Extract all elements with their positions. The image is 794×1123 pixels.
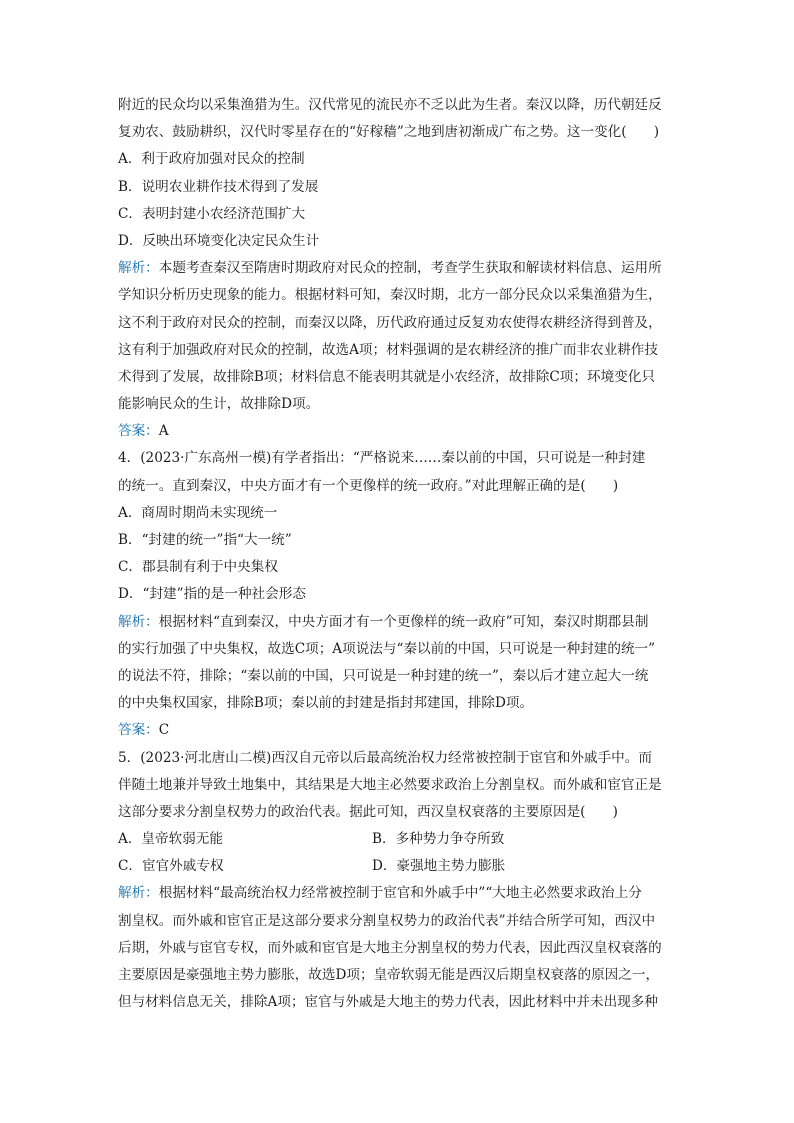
q3-analysis-line-1 bbox=[118, 255, 684, 282]
q4-analysis-label: 解析： bbox=[118, 613, 159, 630]
q5-option-b: B．多种势力争夺所致 bbox=[372, 831, 505, 848]
q5-stem-line-1: 5．(2023·河北唐山二模)西汉自元帝以后最高统治权力经常被控制于宦官和外戚手中。而 bbox=[118, 749, 652, 766]
q5-analysis-line-5: 但与材料信息无关，排除A项；宦官与外戚是大地主的势力代表，因此材料中并未出现多种 bbox=[118, 994, 658, 1011]
q4-answer: C bbox=[158, 722, 170, 739]
q3-option-c: C．表明封建小农经济范围扩大 bbox=[118, 205, 306, 222]
q4-answer-line bbox=[118, 717, 684, 744]
q3-analysis-line-3: 这不利于政府对民众的控制，而秦汉以降，历代政府通过反复劝农使得农耕经济得到普及， bbox=[118, 314, 662, 331]
q4-option-a: A．商周时期尚未实现统一 bbox=[118, 504, 278, 521]
q4-analysis-line-1 bbox=[118, 609, 684, 636]
q4-stem-line-1: 4．(2023·广东高州一模)有学者指出：“严格说来……秦以前的中国，只可说是一种封建 bbox=[118, 450, 646, 467]
q3-analysis-line-2: 学知识分析历史现象的能力。根据材料可知，秦汉时期，北方一部分民众以采集渔猎为生， bbox=[118, 287, 662, 304]
q5-options-row-1 bbox=[118, 826, 684, 853]
q5-analysis-line-3: 后期，外戚与宦官专权，而外戚和宦官是大地主分割皇权的势力代表，因此西汉皇权衰落的 bbox=[118, 939, 662, 956]
q5-analysis-line-1 bbox=[118, 880, 684, 907]
q3-analysis-line-5: 术得到了发展，故排除B项；材料信息不能表明其就是小农经济，故排除C项；环境变化只 bbox=[118, 368, 655, 385]
q4-analysis-text: 根据材料“直到秦汉，中央方面才有一个更像样的统一政府”可知，秦汉时期郡县制 bbox=[158, 613, 649, 630]
q4-option-d: D．“封建”指的是一种社会形态 bbox=[118, 586, 306, 603]
q5-analysis-text: 根据材料“最高统治权力经常被控制于宦官和外戚手中”“大地主必然要求政治上分 bbox=[158, 885, 642, 902]
q4-option-b: B．“封建的统一”指“大一统” bbox=[118, 532, 292, 548]
q5-analysis-label: 解析： bbox=[118, 885, 159, 902]
q5-option-c: C．宦官外戚专权 bbox=[118, 858, 224, 875]
q3-option-d: D．反映出环境变化决定民众生计 bbox=[118, 232, 320, 249]
q4-analysis-line-3: 的说法不符，排除；“秦以前的中国，只可说是一种封建的统一”，秦以后才建立起大一统 bbox=[118, 667, 649, 684]
q4-stem-line-2: 的统一。直到秦汉，中央方面才有一个更像样的统一政府。”对此理解正确的是( ) bbox=[118, 477, 619, 494]
q5-analysis-line-4: 主要原因是豪强地主势力膨胀，故选D项；皇帝软弱无能是西汉后期皇权衰落的原因之一， bbox=[118, 967, 660, 983]
q5-analysis-line-2: 割皇权。而外戚和宦官正是这部分要求分割皇权势力的政治代表”并结合所学可知，西汉中 bbox=[118, 912, 656, 929]
q3-analysis-line-6: 能影响民众的生计，故排除D项。 bbox=[118, 396, 320, 413]
q4-answer-label: 答案： bbox=[118, 722, 159, 739]
q3-answer-label: 答案： bbox=[118, 423, 159, 440]
q5-stem-line-3: 这部分要求分割皇权势力的政治代表。据此可知，西汉皇权衰落的主要原因是( ) bbox=[118, 803, 618, 820]
q5-option-a: A．皇帝软弱无能 bbox=[118, 831, 223, 848]
q3-analysis-label: 解析： bbox=[118, 260, 159, 277]
q3-option-b: B．说明农业耕作技术得到了发展 bbox=[118, 178, 319, 195]
q5-stem-line-2: 伴随土地兼并导致土地集中，其结果是大地主必然要求政治上分割皇权。而外戚和宦官正是 bbox=[118, 776, 662, 793]
q3-stem-line-2: 复劝农、鼓励耕织，汉代时零星存在的“好稼穑”之地到唐初渐成广布之势。这一变化( ) bbox=[118, 124, 660, 141]
q5-options-row-2 bbox=[118, 853, 684, 880]
q3-answer-line bbox=[118, 418, 684, 445]
q3-analysis-text: 本题考查秦汉至隋唐时期政府对民众的控制，考查学生获取和解读材料信息、运用所 bbox=[158, 260, 662, 277]
q4-analysis-line-2: 的实行加强了中央集权，故选C项；A项说法与“秦以前的中国，只可说是一种封建的统一” bbox=[118, 640, 656, 657]
q4-option-c: C．郡县制有利于中央集权 bbox=[118, 559, 278, 576]
q3-answer: A bbox=[158, 423, 169, 440]
q3-stem-line-1: 附近的民众均以采集渔猎为生。汉代常见的流民亦不乏以此为生者。秦汉以降，历代朝廷反 bbox=[118, 97, 662, 113]
q3-option-a: A．利于政府加强对民众的控制 bbox=[118, 151, 305, 168]
q3-analysis-line-4: 这有利于加强政府对民众的控制，故选A项；材料强调的是农耕经济的推广而非农业耕作技 bbox=[118, 341, 658, 358]
q4-analysis-line-4: 的中央集权国家，排除B项；秦以前的封建是指封邦建国，排除D项。 bbox=[118, 695, 534, 712]
q5-option-d: D．豪强地主势力膨胀 bbox=[372, 858, 506, 875]
document-page bbox=[118, 92, 684, 1016]
